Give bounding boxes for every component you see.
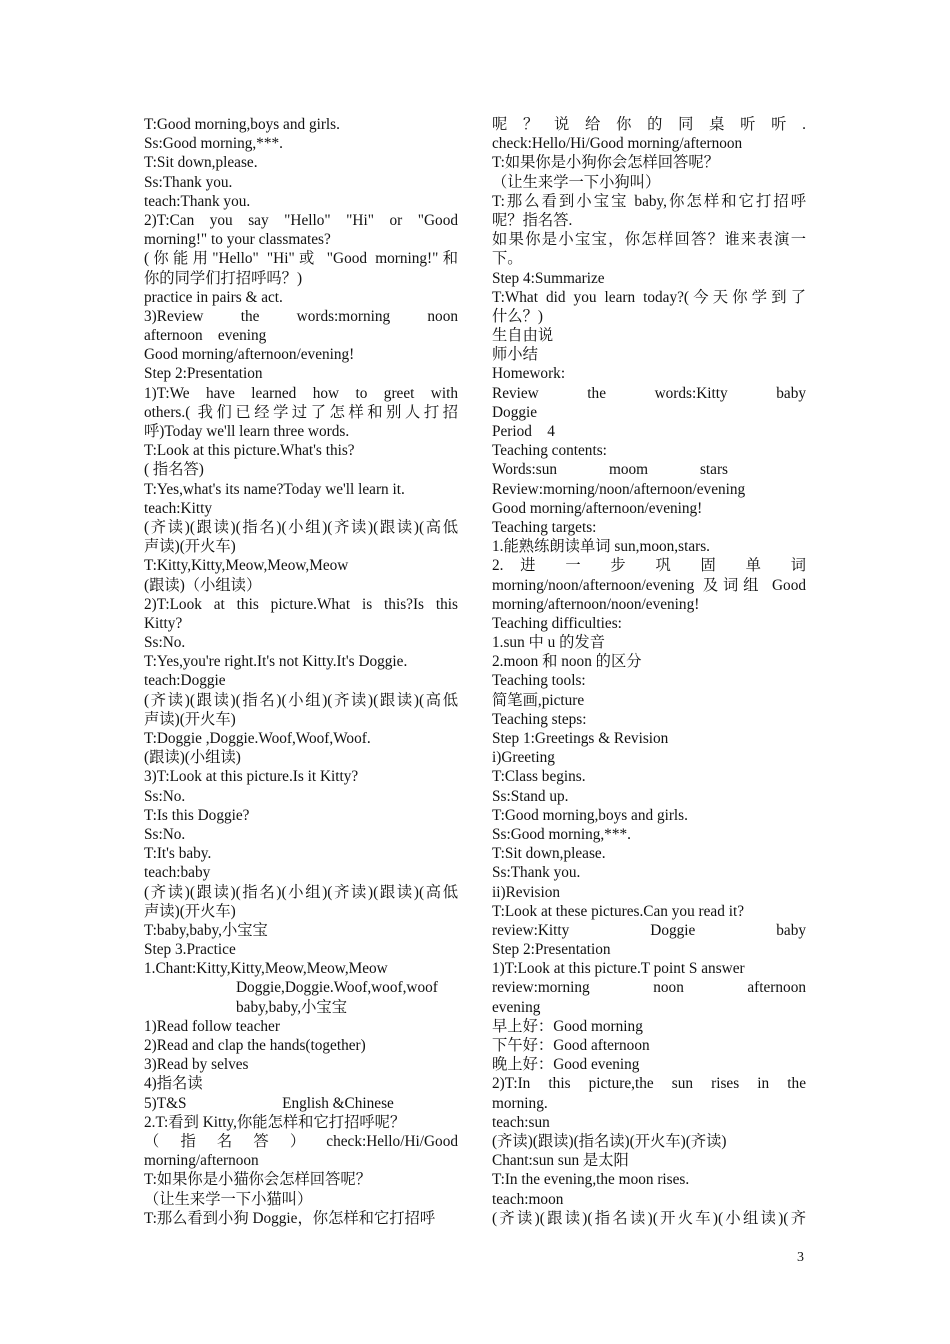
text-line: 晚上好：Good evening (492, 1056, 640, 1074)
text-line: i)Greeting (492, 749, 555, 767)
text-line: Step 2:Presentation (144, 365, 263, 383)
text-line: Period 4 (492, 423, 555, 440)
text-line: （让生来学一下小猫叫） (144, 1190, 313, 1208)
text-line: Ss:Good morning,***. (492, 825, 631, 843)
text-line: Teaching tools: (492, 672, 586, 690)
text-line: 2.moon 和 noon 的区分 (492, 653, 642, 671)
text-line: 2)T:Look at this picture.What is this?Is this (144, 595, 458, 613)
text-line: morning. (492, 1094, 548, 1112)
text-line: 呢 ？ 说 给 你 的 同 桌 听 听 . (492, 116, 806, 133)
text-line: 简笔画,picture (492, 691, 585, 709)
text-line: Chant:sun sun 是太阳 (492, 1152, 629, 1170)
text-line: 1.Chant:Kitty,Kitty,Meow,Meow,Meow (144, 960, 388, 978)
text-line: 1.sun 中 u 的发音 (492, 634, 606, 652)
text-line: T:Look at these pictures.Can you read it? (492, 902, 744, 920)
text-line: T:It's baby. (144, 845, 212, 863)
text-line: morning/noon/afternoon/evening 及词组 Good (492, 576, 806, 594)
text-line: (齐读)(跟读)(指名读)(开火车)(小组读)(齐 (492, 1209, 806, 1227)
text-line: T:Good morning,boys and girls. (144, 116, 340, 133)
text-line: review:Kitty Doggie baby (492, 921, 806, 939)
text-line: 早上好：Good morning (492, 1017, 643, 1035)
text-line: T:Class begins. (492, 768, 586, 786)
text-line: Ss:No. (144, 634, 186, 652)
text-line: Ss:Thank you. (144, 173, 233, 191)
text-line: 5)T&S English &Chinese (144, 1094, 394, 1112)
text-line: evening (492, 998, 541, 1016)
text-line: (齐读)(跟读)(指名)(小组)(齐读)(跟读)(高低 (144, 883, 458, 901)
text-line: 呢？指名答. (492, 211, 573, 229)
text-line: (你能用"Hello" "Hi"或 "Good morning!"和 (144, 250, 458, 268)
text-line: 2)T:In this picture,the sun rises in the (492, 1075, 806, 1093)
text-line: T:Doggie ,Doggie.Woof,Woof,Woof. (144, 730, 371, 747)
text-line: 3)T:Look at this picture.Is it Kitty? (144, 768, 359, 786)
text-line: Teaching targets: (492, 518, 597, 536)
text-line: 2. 进 一 步 巩 固 单 词 (492, 557, 806, 575)
text-line: T:Good morning,boys and girls. (492, 806, 688, 824)
text-line: （让生来学一下小狗叫） (492, 173, 661, 191)
text-line: 你的同学们打招呼吗？) (144, 269, 303, 287)
text-line: 呼)Today we'll learn three words. (144, 423, 350, 440)
text-line: practice in pairs & act. (144, 288, 283, 306)
text-line: 1)Read follow teacher (144, 1017, 280, 1035)
text-line: ( 指名答) (144, 461, 204, 479)
text-line: 如果你是小宝宝，你怎样回答？谁来表演一 (492, 231, 806, 249)
text-line: Review the words:Kitty baby (492, 384, 806, 402)
text-line: Ss:Thank you. (492, 864, 581, 882)
text-line: T:Yes,you're right.It's not Kitty.It's Doggie. (144, 653, 408, 671)
text-line: 4)指名读 (144, 1075, 203, 1093)
text-line: Kitty? (144, 614, 183, 632)
text-line: T:Sit down,please. (144, 154, 258, 172)
text-line: morning/afternoon/noon/evening! (492, 595, 700, 613)
text-line: 生自由说 (492, 327, 554, 345)
text-line: Step 4:Summarize (492, 269, 605, 287)
text-line: 1)T:Look at this picture.T point S answer (492, 960, 745, 978)
text-line: T:那么看到小狗 Doggie，你怎样和它打招呼 (144, 1209, 436, 1227)
text-line: 声读)(开火车) (144, 538, 236, 556)
text-line: Step 3.Practice (144, 941, 236, 959)
text-line: Good morning/afternoon/evening! (492, 499, 703, 517)
text-line: T:Look at this picture.What's this? (144, 442, 355, 460)
text-line: Doggie (492, 403, 538, 421)
text-line: T:In the evening,the moon rises. (492, 1171, 690, 1189)
text-line: review:morning noon afternoon (492, 979, 806, 997)
text-line: T:What did you learn today?(今天你学到了 (492, 288, 806, 306)
text-line: teach:Doggie (144, 672, 226, 690)
text-line: 声读)(开火车) (144, 710, 236, 728)
text-line: T:Yes,what's its name?Today we'll learn it. (144, 480, 405, 498)
text-line: Review:morning/noon/afternoon/evening (492, 480, 746, 498)
text-line: (跟读)(小组读) (144, 749, 241, 767)
text-line: Ss:No. (144, 825, 186, 843)
text-line: T:Kitty,Kitty,Meow,Meow,Meow (144, 557, 349, 575)
text-line: afternoon evening (144, 327, 267, 345)
text-line: T:那么看到小宝宝 baby,你怎样和它打招呼 (492, 192, 806, 210)
text-line: others.( 我们已经学过了怎样和别人打招 (144, 403, 458, 421)
text-line: teach:baby (144, 864, 211, 882)
text-line: (齐读)(跟读)(指名读)(开火车)(齐读) (492, 1132, 727, 1150)
text-line: Ss:Stand up. (492, 787, 569, 805)
text-line: 2)T:Can you say "Hello" "Hi" or "Good (144, 211, 458, 229)
text-line: morning/afternoon (144, 1152, 259, 1170)
text-line: Doggie,Doggie.Woof,woof,woof (236, 979, 438, 997)
text-line: (齐读)(跟读)(指名)(小组)(齐读)(跟读)(高低 (144, 518, 458, 536)
text-line: (跟读)（小组读） (144, 576, 262, 594)
text-line: teach:moon (492, 1190, 564, 1208)
text-line: 下午好：Good afternoon (492, 1037, 650, 1054)
text-line: 3)Read by selves (144, 1056, 249, 1074)
page-number: 3 (797, 1250, 804, 1265)
text-line: 2)Read and clap the hands(together) (144, 1037, 366, 1054)
text-line: Ss:No. (144, 787, 186, 805)
text-line: T:如果你是小猫你会怎样回答呢？ (144, 1171, 371, 1189)
text-line: Good morning/afternoon/evening! (144, 346, 355, 364)
text-line: T:Is this Doggie? (144, 806, 250, 824)
text-line: baby,baby,小宝宝 (236, 998, 348, 1016)
text-line: Words:sun moom stars (492, 461, 728, 479)
text-line: Teaching steps: (492, 710, 587, 728)
text-line: 声读)(开火车) (144, 902, 236, 920)
text-line: (齐读)(跟读)(指名)(小组)(齐读)(跟读)(高低 (144, 691, 458, 709)
text-line: teach:Kitty (144, 499, 212, 517)
right-column (492, 115, 806, 1228)
text-line: 2.T:看到 Kitty,你能怎样和它打招呼呢？ (144, 1113, 406, 1131)
text-line: Teaching difficulties: (492, 614, 622, 632)
text-line: Step 1:Greetings & Revision (492, 730, 669, 747)
text-line: teach:sun (492, 1113, 550, 1131)
text-line: T:如果你是小狗你会怎样回答呢？ (492, 154, 719, 172)
text-line: Teaching contents: (492, 442, 607, 460)
text-line: check:Hello/Hi/Good morning/afternoon (492, 135, 743, 153)
text-line: ii)Revision (492, 883, 560, 901)
text-line: 师小结 (492, 346, 538, 364)
text-line: Ss:Good morning,***. (144, 135, 283, 153)
text-line: 1.能熟练朗读单词 sun,moon,stars. (492, 538, 710, 556)
text-line: 3)Review the words:morning noon (144, 307, 458, 325)
text-line: 下。 (492, 250, 523, 268)
left-column (144, 115, 458, 1228)
text-line: （ 指 名 答 ） check:Hello/Hi/Good (144, 1132, 458, 1150)
text-line: teach:Thank you. (144, 192, 251, 210)
text-line: T:Sit down,please. (492, 845, 606, 863)
text-line: 什么？) (492, 307, 543, 325)
text-line: Homework: (492, 365, 566, 383)
text-line: Step 2:Presentation (492, 941, 611, 959)
text-line: 1)T:We have learned how to greet with (144, 384, 458, 402)
text-line: morning!" to your classmates? (144, 231, 331, 249)
text-line: T:baby,baby,小宝宝 (144, 921, 268, 939)
